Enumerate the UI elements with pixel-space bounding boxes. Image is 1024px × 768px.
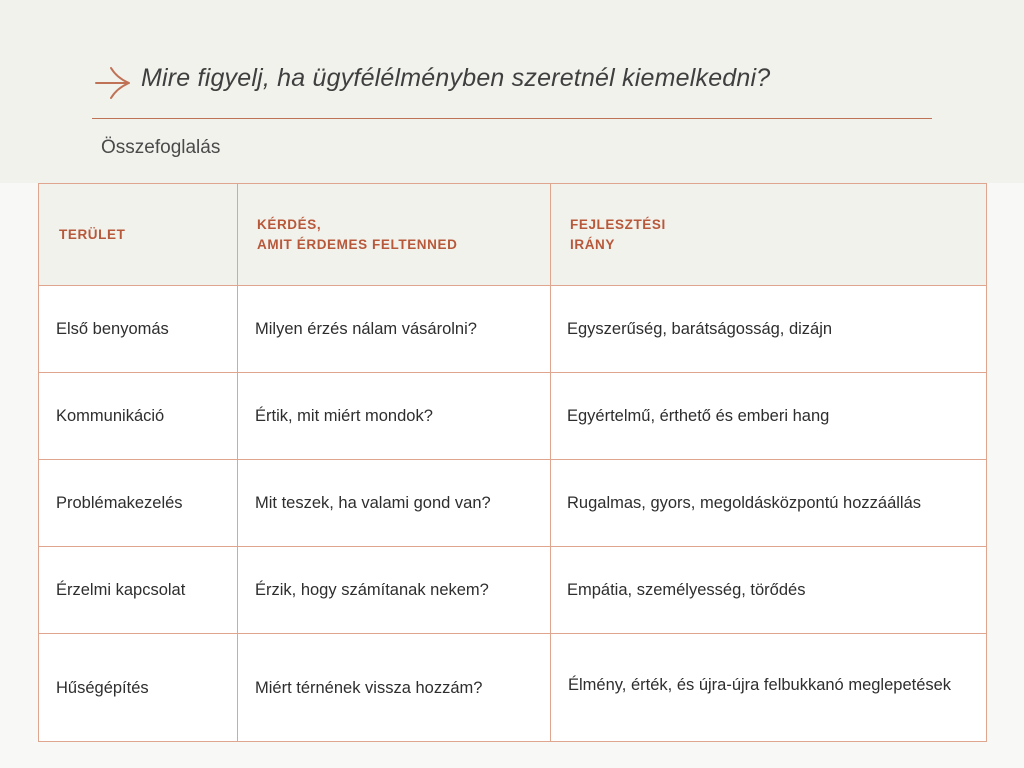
table-header-row [39,184,987,286]
page-title: Mire figyelj, ha ügyfélélményben szeretnél kiemelkedni? [141,64,771,92]
area-text: Problémakezelés [56,494,183,512]
header-label-question-line1: KÉRDÉS, [257,216,322,232]
question-text: Érzik, hogy számítanak nekem? [255,581,489,599]
area-text: Érzelmi kapcsolat [56,581,186,599]
cell-area [39,634,238,742]
table-row [39,286,987,373]
header-label-question-line2: AMIT ÉRDEMES FELTENNED [257,236,458,252]
cell-area [39,460,238,547]
table-row [39,373,987,460]
direction-text: Rugalmas, gyors, megoldásközpontú hozzáállás [567,494,922,512]
summary-table [38,183,987,742]
question-text: Értik, mit miért mondok? [255,407,433,425]
header-label-area: TERÜLET [59,226,126,242]
table-row [39,460,987,547]
cell-question [238,286,551,373]
area-text: Első benyomás [56,320,169,338]
cell-direction [551,634,987,742]
cell-area [39,286,238,373]
question-text: Mit teszek, ha valami gond van? [255,494,491,512]
cell-direction [551,286,987,373]
title-divider [92,118,932,119]
direction-text: Egyszerűség, barátságosság, dizájn [567,320,833,338]
cell-question [238,634,551,742]
cell-question [238,460,551,547]
cell-question [238,547,551,634]
arrow-right-icon [95,66,131,100]
cell-area [39,547,238,634]
area-text: Hűségépítés [56,678,149,697]
question-text: Miért térnének vissza hozzám? [255,678,483,697]
header-label-question [238,215,550,255]
page-subtitle: Összefoglalás [101,137,221,158]
header-cell-area [39,184,238,286]
table-row [39,634,987,742]
cell-direction [551,460,987,547]
area-text: Kommunikáció [56,407,165,425]
header-label-direction-line2: IRÁNY [570,236,616,252]
question-text: Milyen érzés nálam vásárolni? [255,320,477,338]
direction-text: Egyértelmű, érthető és emberi hang [567,407,830,425]
cell-question [238,373,551,460]
header-label-direction [551,215,986,255]
cell-direction [551,547,987,634]
header-cell-question [238,184,551,286]
direction-text: Élmény, érték, és újra-újra felbukkanó meglepetések [568,675,952,694]
header-cell-direction [551,184,987,286]
table-row [39,547,987,634]
cell-direction [551,373,987,460]
cell-area [39,373,238,460]
header-label-direction-line1: FEJLESZTÉSI [570,216,666,232]
direction-text: Empátia, személyesség, törődés [567,581,806,599]
